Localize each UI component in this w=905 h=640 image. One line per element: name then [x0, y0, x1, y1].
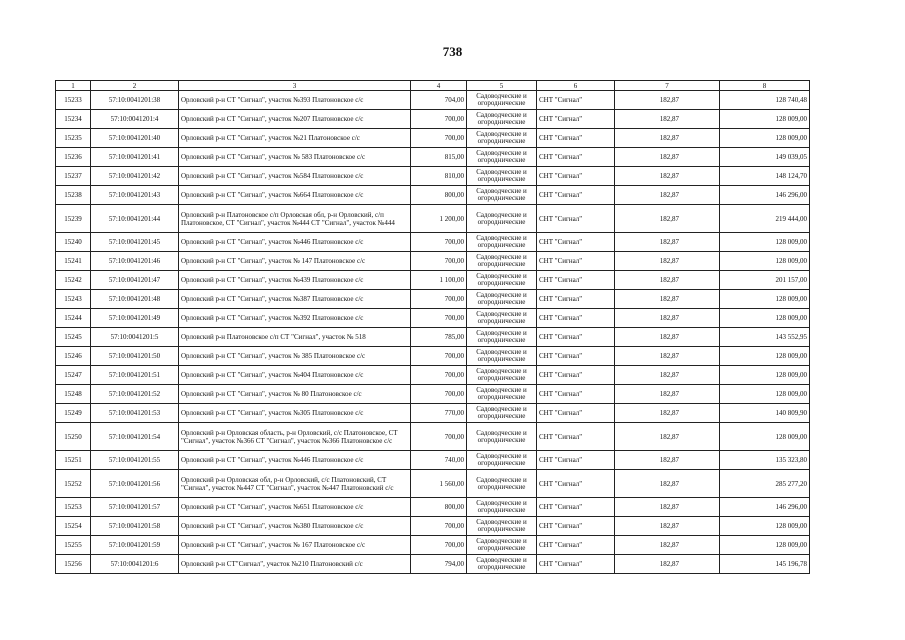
area-cell: 1 200,00	[411, 205, 467, 233]
cadastral-value-cell: 219 444,00	[720, 205, 810, 233]
row-number-cell: 15240	[56, 233, 91, 252]
rate-cell: 182,87	[615, 252, 720, 271]
row-number-cell: 15234	[56, 110, 91, 129]
row-number-cell: 15237	[56, 167, 91, 186]
land-use-cell: Садоводческие и огороднические	[467, 423, 537, 451]
land-use-cell: Садоводческие и огороднические	[467, 385, 537, 404]
rate-cell: 182,87	[615, 290, 720, 309]
row-number-cell: 15236	[56, 148, 91, 167]
column-header: 6	[537, 81, 615, 91]
owner-cell: СНТ "Сигнал"	[537, 385, 615, 404]
row-number-cell: 15249	[56, 404, 91, 423]
table-row	[56, 451, 810, 470]
cadastral-number-cell: 57:10:0041201:45	[91, 233, 179, 252]
row-number-cell: 15246	[56, 347, 91, 366]
area-cell: 1 560,00	[411, 470, 467, 498]
cadastral-number-cell: 57:10:0041201:4	[91, 110, 179, 129]
owner-cell: СНТ "Сигнал"	[537, 186, 615, 205]
land-use-cell: Садоводческие и огороднические	[467, 233, 537, 252]
owner-cell: СНТ "Сигнал"	[537, 517, 615, 536]
table-row	[56, 290, 810, 309]
rate-cell: 182,87	[615, 271, 720, 290]
address-cell: Орловский р-н СТ "Сигнал", участок №446 Платоновское с/с	[179, 233, 411, 252]
land-use-cell: Садоводческие и огороднические	[467, 129, 537, 148]
rate-cell: 182,87	[615, 347, 720, 366]
address-cell: Орловский р-н СТ "Сигнал", участок №387 Платоновское с/с	[179, 290, 411, 309]
row-number-cell: 15253	[56, 498, 91, 517]
rate-cell: 182,87	[615, 366, 720, 385]
cadastral-number-cell: 57:10:0041201:40	[91, 129, 179, 148]
cadastral-value-cell: 128 009,00	[720, 366, 810, 385]
land-use-cell: Садоводческие и огороднические	[467, 91, 537, 110]
area-cell: 700,00	[411, 536, 467, 555]
address-cell: Орловский р-н СТ "Сигнал", участок №584 Платоновское с/с	[179, 167, 411, 186]
address-cell: Орловский р-н СТ "Сигнал", участок №439 Платоновское с/с	[179, 271, 411, 290]
area-cell: 1 100,00	[411, 271, 467, 290]
table-row	[56, 186, 810, 205]
owner-cell: СНТ "Сигнал"	[537, 110, 615, 129]
address-cell: Орловский р-н СТ "Сигнал", участок № 167 Платоновское с/с	[179, 536, 411, 555]
area-cell: 785,00	[411, 328, 467, 347]
owner-cell: СНТ "Сигнал"	[537, 536, 615, 555]
row-number-cell: 15239	[56, 205, 91, 233]
rate-cell: 182,87	[615, 423, 720, 451]
owner-cell: СНТ "Сигнал"	[537, 347, 615, 366]
area-cell: 704,00	[411, 91, 467, 110]
address-cell: Орловский р-н Платоновское с/п СТ "Сигнал", участок № 518	[179, 328, 411, 347]
cadastral-value-cell: 128 009,00	[720, 385, 810, 404]
owner-cell: СНТ "Сигнал"	[537, 271, 615, 290]
cadastral-number-cell: 57:10:0041201:54	[91, 423, 179, 451]
row-number-cell: 15250	[56, 423, 91, 451]
row-number-cell: 15242	[56, 271, 91, 290]
land-use-cell: Садоводческие и огороднические	[467, 404, 537, 423]
cadastral-number-cell: 57:10:0041201:56	[91, 470, 179, 498]
address-cell: Орловский р-н СТ "Сигнал", участок № 583 Платоновское с/с	[179, 148, 411, 167]
address-cell: Орловский р-н СТ "Сигнал", участок № 80 Платоновское с/с	[179, 385, 411, 404]
cadastral-number-cell: 57:10:0041201:38	[91, 91, 179, 110]
row-number-cell: 15243	[56, 290, 91, 309]
row-number-cell: 15244	[56, 309, 91, 328]
table-row	[56, 252, 810, 271]
owner-cell: СНТ "Сигнал"	[537, 205, 615, 233]
land-use-cell: Садоводческие и огороднические	[467, 205, 537, 233]
area-cell: 700,00	[411, 129, 467, 148]
land-use-cell: Садоводческие и огороднические	[467, 517, 537, 536]
owner-cell: СНТ "Сигнал"	[537, 233, 615, 252]
area-cell: 700,00	[411, 347, 467, 366]
address-cell: Орловский р-н Платоновское с/п Орловская обл, р-н Орловский, с/п Платоновское, СТ "Сигнал", участок №444 СТ "Сигнал", участок №444	[179, 205, 411, 233]
address-cell: Орловский р-н СТ "Сигнал", участок №664 Платоновское с/с	[179, 186, 411, 205]
row-number-cell: 15251	[56, 451, 91, 470]
address-cell: Орловский р-н СТ "Сигнал", участок № 147 Платоновское с/с	[179, 252, 411, 271]
table-row	[56, 233, 810, 252]
address-cell: Орловский р-н Орловская обл, р-н Орловский, с/с Платоновский, СТ "Сигнал", участок №447 СТ "Сигнал", участок №447 Платоновский с/с	[179, 470, 411, 498]
table-row	[56, 536, 810, 555]
rate-cell: 182,87	[615, 167, 720, 186]
owner-cell: СНТ "Сигнал"	[537, 498, 615, 517]
land-use-cell: Садоводческие и огороднические	[467, 498, 537, 517]
cadastral-value-cell: 128 009,00	[720, 423, 810, 451]
row-number-cell: 15233	[56, 91, 91, 110]
cadastral-number-cell: 57:10:0041201:48	[91, 290, 179, 309]
cadastral-value-cell: 128 009,00	[720, 290, 810, 309]
column-header: 2	[91, 81, 179, 91]
owner-cell: СНТ "Сигнал"	[537, 404, 615, 423]
area-cell: 810,00	[411, 167, 467, 186]
land-registry-table	[55, 80, 810, 574]
address-cell: Орловский р-н СТ "Сигнал", участок №393 Платоновское с/с	[179, 91, 411, 110]
table-row	[56, 423, 810, 451]
area-cell: 770,00	[411, 404, 467, 423]
area-cell: 700,00	[411, 423, 467, 451]
area-cell: 740,00	[411, 451, 467, 470]
cadastral-number-cell: 57:10:0041201:55	[91, 451, 179, 470]
cadastral-value-cell: 128 009,00	[720, 252, 810, 271]
rate-cell: 182,87	[615, 451, 720, 470]
address-cell: Орловский р-н СТ "Сигнал", участок №21 Платоновское с/с	[179, 129, 411, 148]
land-use-cell: Садоводческие и огороднические	[467, 366, 537, 385]
header-row	[56, 81, 810, 91]
rate-cell: 182,87	[615, 498, 720, 517]
cadastral-number-cell: 57:10:0041201:49	[91, 309, 179, 328]
area-cell: 700,00	[411, 385, 467, 404]
table-row	[56, 470, 810, 498]
rate-cell: 182,87	[615, 91, 720, 110]
row-number-cell: 15255	[56, 536, 91, 555]
row-number-cell: 15241	[56, 252, 91, 271]
address-cell: Орловский р-н СТ "Сигнал", участок №404 Платоновское с/с	[179, 366, 411, 385]
rate-cell: 182,87	[615, 186, 720, 205]
rate-cell: 182,87	[615, 328, 720, 347]
cadastral-number-cell: 57:10:0041201:58	[91, 517, 179, 536]
land-use-cell: Садоводческие и огороднические	[467, 328, 537, 347]
column-header: 3	[179, 81, 411, 91]
cadastral-number-cell: 57:10:0041201:47	[91, 271, 179, 290]
cadastral-value-cell: 128 009,00	[720, 110, 810, 129]
land-use-cell: Садоводческие и огороднические	[467, 167, 537, 186]
address-cell: Орловский р-н СТ "Сигнал", участок №207 Платоновское с/с	[179, 110, 411, 129]
land-use-cell: Садоводческие и огороднические	[467, 309, 537, 328]
cadastral-value-cell: 145 196,78	[720, 555, 810, 574]
area-cell: 700,00	[411, 110, 467, 129]
area-cell: 700,00	[411, 233, 467, 252]
owner-cell: СНТ "Сигнал"	[537, 91, 615, 110]
rate-cell: 182,87	[615, 129, 720, 148]
table-row	[56, 167, 810, 186]
cadastral-number-cell: 57:10:0041201:52	[91, 385, 179, 404]
cadastral-value-cell: 146 296,00	[720, 186, 810, 205]
table-row	[56, 404, 810, 423]
table-row	[56, 148, 810, 167]
cadastral-number-cell: 57:10:0041201:41	[91, 148, 179, 167]
area-cell: 800,00	[411, 186, 467, 205]
cadastral-value-cell: 128 740,48	[720, 91, 810, 110]
row-number-cell: 15252	[56, 470, 91, 498]
owner-cell: СНТ "Сигнал"	[537, 470, 615, 498]
cadastral-number-cell: 57:10:0041201:42	[91, 167, 179, 186]
row-number-cell: 15247	[56, 366, 91, 385]
column-header: 5	[467, 81, 537, 91]
land-use-cell: Садоводческие и огороднические	[467, 555, 537, 574]
column-header: 1	[56, 81, 91, 91]
owner-cell: СНТ "Сигнал"	[537, 423, 615, 451]
rate-cell: 182,87	[615, 555, 720, 574]
cadastral-value-cell: 128 009,00	[720, 517, 810, 536]
cadastral-value-cell: 128 009,00	[720, 536, 810, 555]
land-use-cell: Садоводческие и огороднические	[467, 290, 537, 309]
cadastral-number-cell: 57:10:0041201:57	[91, 498, 179, 517]
cadastral-number-cell: 57:10:0041201:6	[91, 555, 179, 574]
column-header: 8	[720, 81, 810, 91]
cadastral-number-cell: 57:10:0041201:51	[91, 366, 179, 385]
area-cell: 815,00	[411, 148, 467, 167]
cadastral-number-cell: 57:10:0041201:46	[91, 252, 179, 271]
cadastral-value-cell: 128 009,00	[720, 233, 810, 252]
table-row	[56, 366, 810, 385]
table-row	[56, 385, 810, 404]
area-cell: 700,00	[411, 366, 467, 385]
land-use-cell: Садоводческие и огороднические	[467, 271, 537, 290]
table-row	[56, 129, 810, 148]
rate-cell: 182,87	[615, 233, 720, 252]
rate-cell: 182,87	[615, 404, 720, 423]
cadastral-value-cell: 149 039,05	[720, 148, 810, 167]
rate-cell: 182,87	[615, 148, 720, 167]
area-cell: 700,00	[411, 517, 467, 536]
cadastral-value-cell: 201 157,00	[720, 271, 810, 290]
owner-cell: СНТ "Сигнал"	[537, 366, 615, 385]
row-number-cell: 15248	[56, 385, 91, 404]
rate-cell: 182,87	[615, 205, 720, 233]
owner-cell: СНТ "Сигнал"	[537, 555, 615, 574]
address-cell: Орловский р-н СТ"Сигнал", участок №210 Платоновский с/с	[179, 555, 411, 574]
cadastral-number-cell: 57:10:0041201:50	[91, 347, 179, 366]
cadastral-value-cell: 128 009,00	[720, 347, 810, 366]
cadastral-value-cell: 148 124,70	[720, 167, 810, 186]
cadastral-value-cell: 285 277,20	[720, 470, 810, 498]
address-cell: Орловский р-н СТ "Сигнал", участок №446 Платоновское с/с	[179, 451, 411, 470]
rate-cell: 182,87	[615, 536, 720, 555]
table-row	[56, 498, 810, 517]
land-use-cell: Садоводческие и огороднические	[467, 470, 537, 498]
column-header: 4	[411, 81, 467, 91]
rate-cell: 182,87	[615, 517, 720, 536]
table-row	[56, 205, 810, 233]
row-number-cell: 15235	[56, 129, 91, 148]
owner-cell: СНТ "Сигнал"	[537, 129, 615, 148]
owner-cell: СНТ "Сигнал"	[537, 290, 615, 309]
address-cell: Орловский р-н СТ "Сигнал", участок № 385 Платоновское с/с	[179, 347, 411, 366]
cadastral-value-cell: 128 009,00	[720, 129, 810, 148]
rate-cell: 182,87	[615, 470, 720, 498]
cadastral-number-cell: 57:10:0041201:59	[91, 536, 179, 555]
cadastral-value-cell: 135 323,80	[720, 451, 810, 470]
area-cell: 700,00	[411, 309, 467, 328]
owner-cell: СНТ "Сигнал"	[537, 451, 615, 470]
rate-cell: 182,87	[615, 309, 720, 328]
cadastral-number-cell: 57:10:0041201:43	[91, 186, 179, 205]
table-row	[56, 328, 810, 347]
land-use-cell: Садоводческие и огороднические	[467, 148, 537, 167]
rate-cell: 182,87	[615, 385, 720, 404]
rate-cell: 182,87	[615, 110, 720, 129]
owner-cell: СНТ "Сигнал"	[537, 252, 615, 271]
table-row	[56, 309, 810, 328]
land-use-cell: Садоводческие и огороднические	[467, 186, 537, 205]
table-row	[56, 555, 810, 574]
row-number-cell: 15245	[56, 328, 91, 347]
land-use-cell: Садоводческие и огороднические	[467, 451, 537, 470]
owner-cell: СНТ "Сигнал"	[537, 309, 615, 328]
cadastral-number-cell: 57:10:0041201:44	[91, 205, 179, 233]
area-cell: 800,00	[411, 498, 467, 517]
table-row	[56, 517, 810, 536]
cadastral-value-cell: 143 552,95	[720, 328, 810, 347]
area-cell: 700,00	[411, 252, 467, 271]
address-cell: Орловский р-н Орловская область, р-н Орловский, с/с Платоновское, СТ "Сигнал", участок №366 СТ "Сигнал", участок №366 Платоновское с/с	[179, 423, 411, 451]
address-cell: Орловский р-н СТ "Сигнал", участок №392 Платоновское с/с	[179, 309, 411, 328]
cadastral-number-cell: 57:10:0041201:5	[91, 328, 179, 347]
land-use-cell: Садоводческие и огороднические	[467, 252, 537, 271]
column-header: 7	[615, 81, 720, 91]
owner-cell: СНТ "Сигнал"	[537, 167, 615, 186]
address-cell: Орловский р-н СТ "Сигнал", участок №651 Платоновское с/с	[179, 498, 411, 517]
land-use-cell: Садоводческие и огороднические	[467, 110, 537, 129]
address-cell: Орловский р-н СТ "Сигнал", участок №380 Платоновское с/с	[179, 517, 411, 536]
page-number: 738	[442, 44, 463, 59]
cadastral-value-cell: 140 809,90	[720, 404, 810, 423]
owner-cell: СНТ "Сигнал"	[537, 148, 615, 167]
row-number-cell: 15254	[56, 517, 91, 536]
table-row	[56, 347, 810, 366]
owner-cell: СНТ "Сигнал"	[537, 328, 615, 347]
cadastral-value-cell: 146 296,00	[720, 498, 810, 517]
area-cell: 700,00	[411, 290, 467, 309]
table-row	[56, 91, 810, 110]
cadastral-value-cell: 128 009,00	[720, 309, 810, 328]
land-use-cell: Садоводческие и огороднические	[467, 347, 537, 366]
table-row	[56, 271, 810, 290]
area-cell: 794,00	[411, 555, 467, 574]
address-cell: Орловский р-н СТ "Сигнал", участок №305 Платоновское с/с	[179, 404, 411, 423]
row-number-cell: 15238	[56, 186, 91, 205]
land-use-cell: Садоводческие и огороднические	[467, 536, 537, 555]
cadastral-number-cell: 57:10:0041201:53	[91, 404, 179, 423]
table-row	[56, 110, 810, 129]
row-number-cell: 15256	[56, 555, 91, 574]
